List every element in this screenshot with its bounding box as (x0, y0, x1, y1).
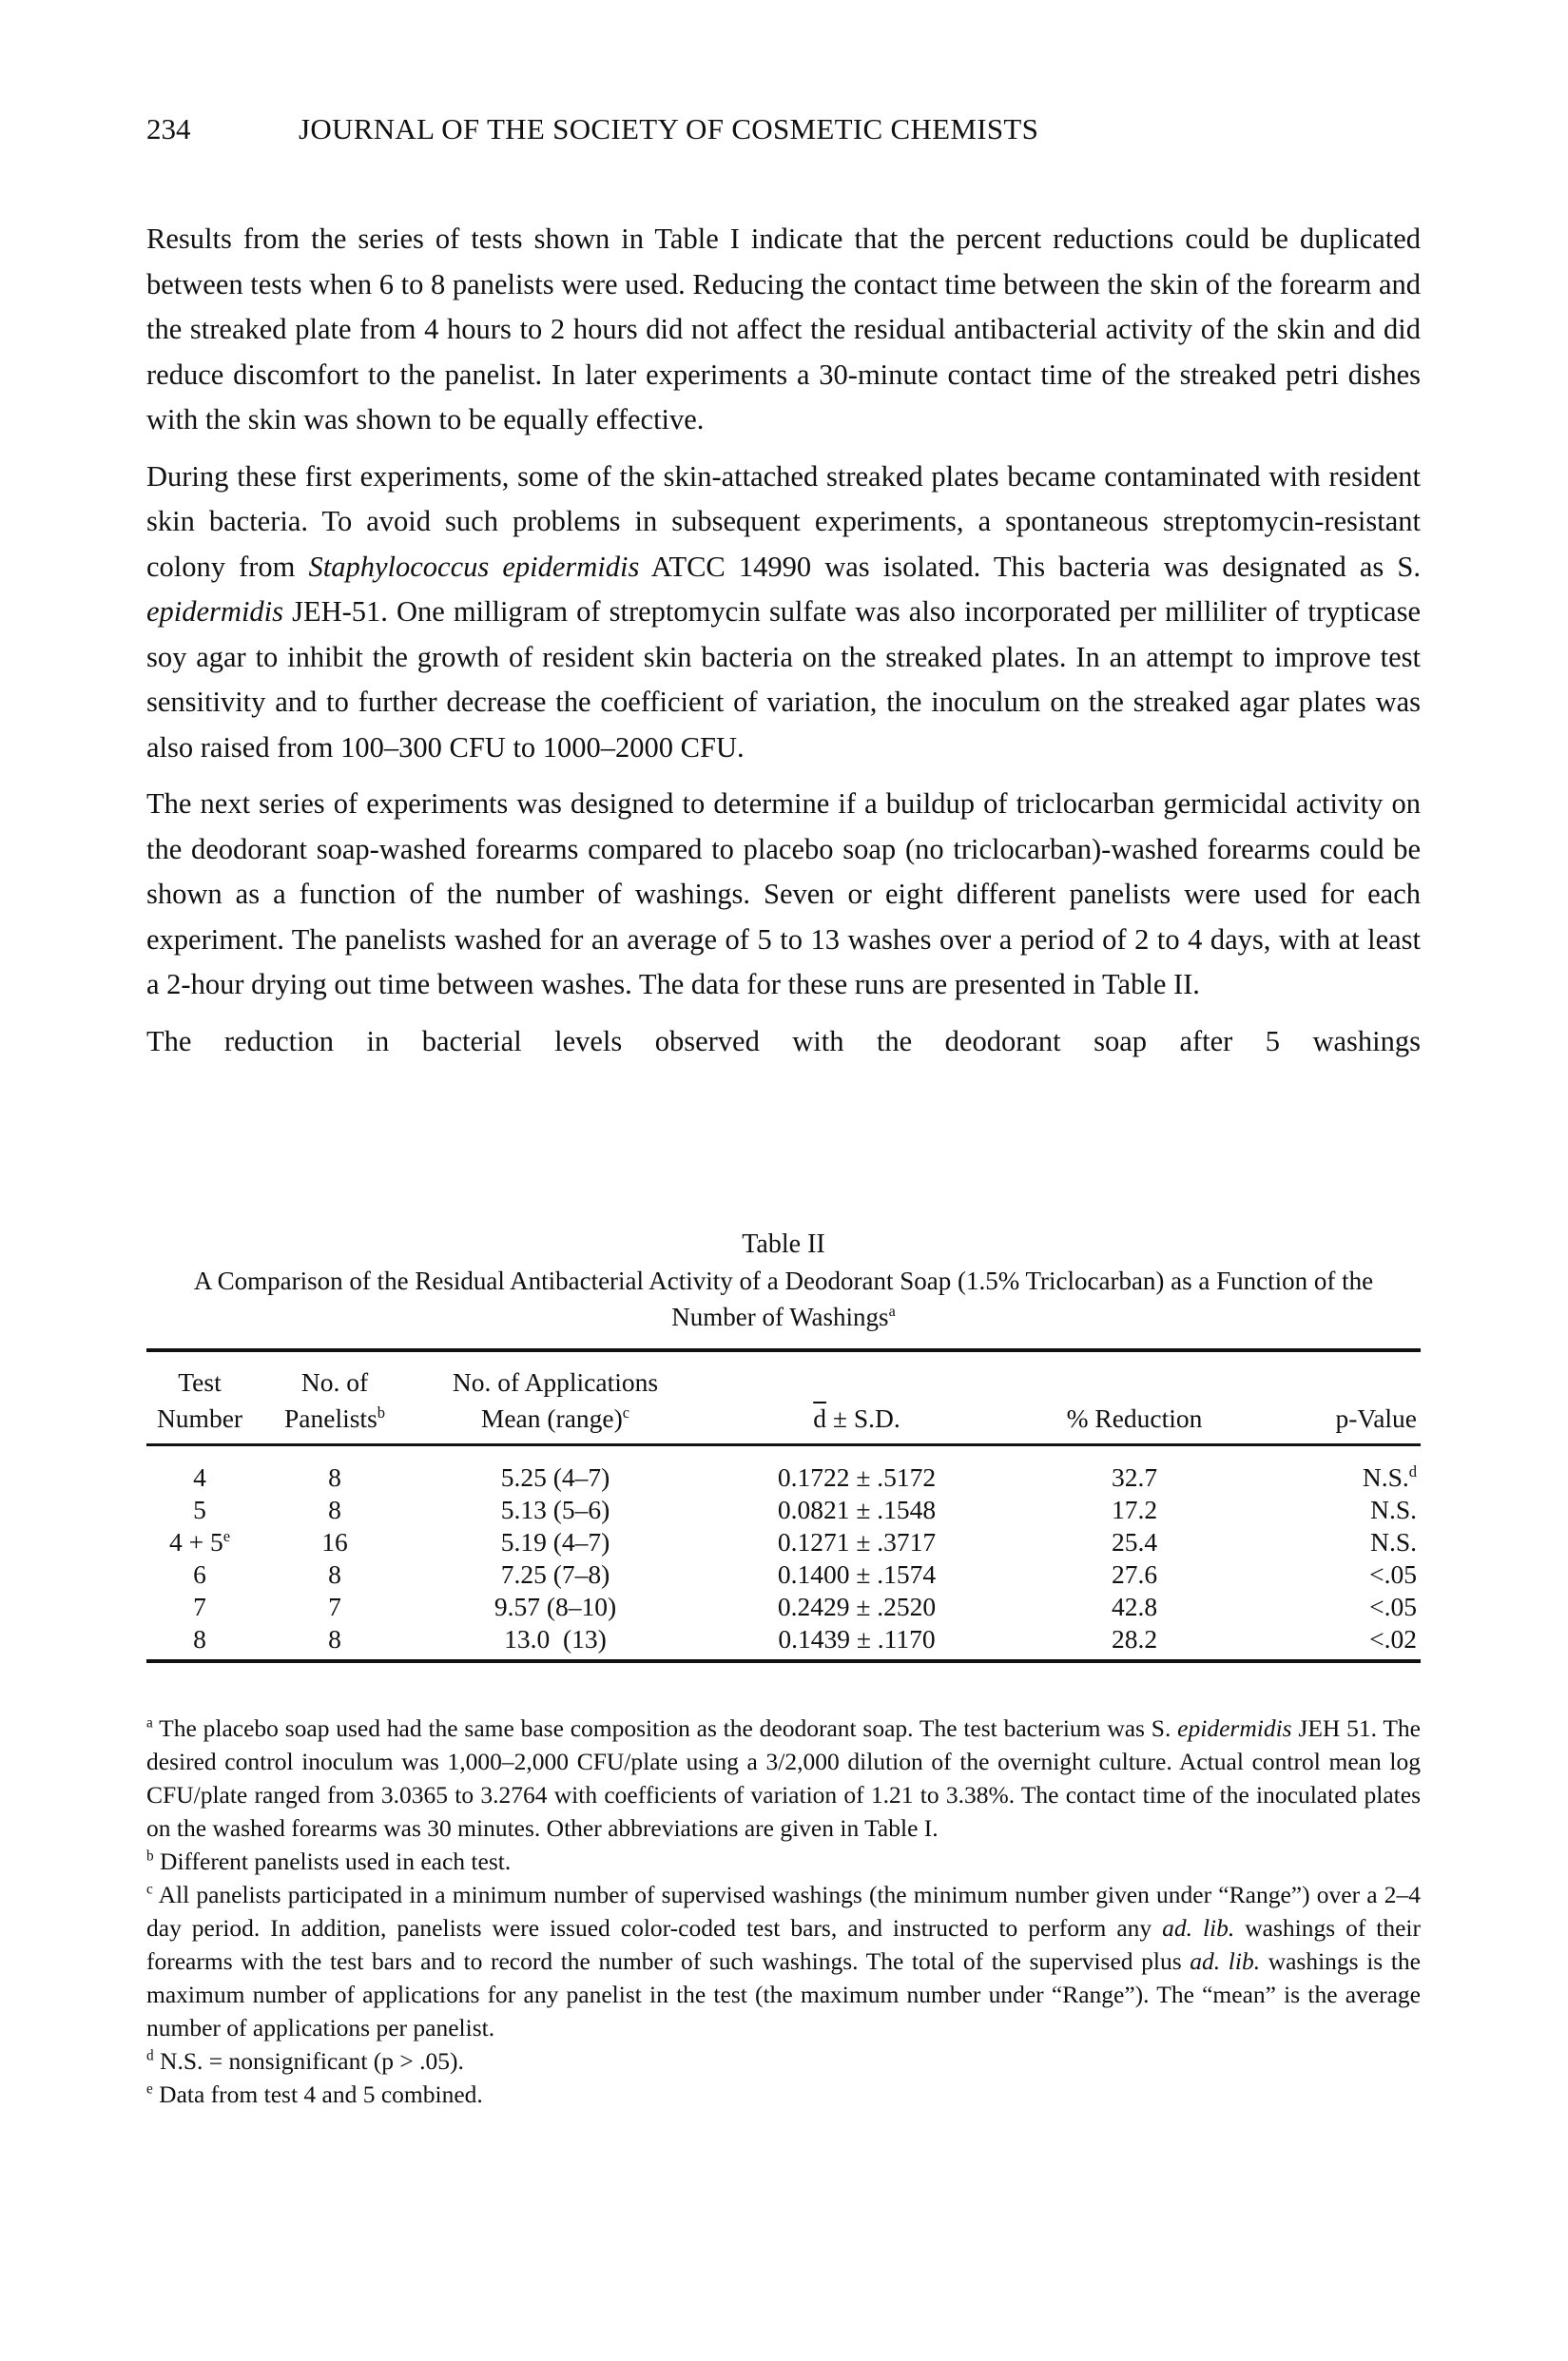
table-row (146, 1623, 1421, 1661)
cell-d-sd: 0.1271 ± .3717 (777, 1527, 937, 1557)
cell-pvalue: <.05 (1369, 1559, 1417, 1589)
col-header-applications: Mean (range)$^c$ (416, 1401, 694, 1445)
cell-applications: 9.57 (8–10) (494, 1592, 617, 1621)
running-head (146, 112, 1421, 146)
cell-panelists: 8 (328, 1559, 341, 1589)
cell-test: 7 (193, 1592, 206, 1621)
cell-applications: 5.13 (5–6) (500, 1495, 610, 1524)
cell-d-sd: 0.0821 ± .1548 (777, 1495, 937, 1524)
cell-panelists: 8 (253, 1623, 416, 1661)
cell-reduction: 28.2 (1019, 1623, 1249, 1661)
cell-pvalue: <.05 (1369, 1592, 1417, 1621)
cell-test: 4 (193, 1462, 206, 1492)
paragraph-2: During these first experiments, some of the skin-attached streaked plates became contaminated with resident skin bacteria. To avoid such problems in subsequent experiments, a spontaneous streptomycin-resistant colony from Staphylococcus epidermidis ATCC 14990 was isolated. This bacteria was designated as S. epidermidis JEH-51. One milligram of streptomycin sulfate was also incorporated per milliliter of trypticase soy agar to inhibit the growth of resident skin bacteria on the streaked plates. In an attempt to improve test sensitivity and to further decrease the coefficient of variation, the inoculum on the streaked agar plates was also raised from 100–300 CFU to 1000–2000 CFU. (146, 459, 1421, 764)
cell-reduction: 32.7 (1111, 1462, 1158, 1492)
cell-reduction: 17.2 (1111, 1495, 1158, 1524)
footnote-marker: d (1408, 1461, 1417, 1480)
cell-applications: 5.19 (4–7) (500, 1527, 610, 1557)
paragraph-1: Results from the series of tests shown in Table I indicate that the percent reductions could be duplicated between tests when 6 to 8 panelists were used. Reducing the contact time between the skin of the forearm and the streaked plate from 4 hours to 2 hours did not affect the residual antibacterial activity of the skin and did reduce discomfort to the panelist. In later experiments a 30-minute contact time of the streaked petri dishes with the skin was shown to be equally effective. (146, 223, 1421, 435)
cell-test: 8 (146, 1623, 253, 1661)
cell-pvalue: <.02 (1249, 1623, 1421, 1661)
footnote-a: $^a$ The placebo soap used had the same base composition as the deodorant soap. The test bacterium was S. epidermidis JEH 51. The desired control inoculum was 1,000–2,000 CFU/plate using a 3/2,000 dilution of the overnight culture. Actual control mean log CFU/plate ranged from 3.0365 to 3.2764 with coefficients of variation of 1.21 to 3.38%. The contact time of the inoculated plates on the washed forearms was 30 minutes. Other abbreviations are given in Table I. (146, 1714, 1421, 1842)
cell-panelists: 7 (328, 1592, 341, 1621)
cell-panelists: 16 (321, 1527, 348, 1557)
col-header-test: Number (146, 1401, 253, 1445)
col-header-pvalue: p-Value (1249, 1401, 1421, 1445)
cell-panelists: 8 (328, 1462, 341, 1492)
table-row (146, 1558, 1421, 1591)
table-row (146, 1445, 1421, 1495)
journal-title: JOURNAL OF THE SOCIETY OF COSMETIC CHEMISTS (299, 112, 1039, 145)
col-header-applications: No. of Applications (416, 1350, 694, 1401)
body-text (146, 217, 1421, 1075)
cell-d-sd: 0.1439 ± .1170 (694, 1623, 1019, 1661)
cell-reduction: 42.8 (1111, 1592, 1158, 1621)
col-header-d-sd: $\overline{d} \pm S.D$. (694, 1401, 1019, 1445)
data-table (146, 1348, 1421, 1663)
paragraph-4: The reduction in bacterial levels observed with the deodorant soap after 5 washings (146, 1024, 1421, 1057)
col-header-reduction: % Reduction (1019, 1401, 1249, 1445)
species-name: Staphylococcus epidermidis (308, 550, 640, 583)
footnote-marker: a (888, 1303, 896, 1320)
cell-test: $4 + 5^e$ (168, 1526, 231, 1557)
cell-reduction: 27.6 (1111, 1559, 1158, 1589)
table-caption: A Comparison of the Residual Antibacterial Activity of a Deodorant Soap (1.5% Triclocarban) as a Function of the Number of Washings$^a$ (193, 1267, 1374, 1331)
paragraph-3: The next series of experiments was designed to determine if a buildup of triclocarban germicidal activity on the deodorant soap-washed forearms compared to placebo soap (no triclocarban)-washed forearms could be shown as a function of the number of washings. Seven or eight different panelists were used for each experiment. The panelists washed for an average of 5 to 13 washes over a period of 2 to 4 days, with at least a 2-hour drying out time between washes. The data for these runs are presented in Table II. (146, 787, 1421, 1000)
col-header-panelists: No. of (253, 1350, 416, 1401)
cell-d-sd: 0.2429 ± .2520 (777, 1592, 937, 1621)
table-row (146, 1494, 1421, 1526)
cell-test: 5 (193, 1495, 206, 1524)
cell-d-sd: 0.1400 ± .1574 (777, 1559, 937, 1589)
footnote-e: $^e$ Data from test 4 and 5 combined. (146, 2080, 483, 2108)
cell-applications: 7.25 (7–8) (500, 1559, 610, 1589)
col-header-panelists: Panelists$^b$ (253, 1401, 416, 1445)
header-row (146, 1401, 1421, 1445)
table-row (146, 1526, 1421, 1558)
cell-applications: 5.25 (4–7) (500, 1462, 610, 1492)
cell-reduction: 25.4 (1111, 1527, 1158, 1557)
table-row (146, 1591, 1421, 1623)
footnote-c: $^c$ All panelists participated in a minimum number of supervised washings (the minimum number given under “Range”) over a 2–4 day period. In addition, panelists were issued color-coded test bars, and instructed to perform any ad. lib. washings of their forearms with the test bars and to record the number of such washings. The total of the supervised plus ad. lib. washings is the maximum number of applications for any panelist in the test (the maximum number under “Range”). The “mean” is the average number of applications per panelist. (146, 1881, 1422, 2042)
table-footnotes (146, 1712, 1421, 2111)
cell-pvalue: N.S. (1370, 1495, 1417, 1524)
footnote-marker: e (223, 1526, 231, 1545)
species-name: epidermidis (146, 595, 284, 628)
footnote-d: $^d$ N.S. = nonsignificant (p > .05). (146, 2047, 464, 2075)
cell-test: 6 (193, 1559, 206, 1589)
cell-d-sd: 0.1722 ± .5172 (777, 1462, 937, 1492)
header-row (146, 1350, 1421, 1401)
footnote-b: $^b$ Different panelists used in each test. (146, 1848, 512, 1875)
table-label: Table II (742, 1229, 825, 1259)
cell-pvalue: N.S.$^d$ (1362, 1461, 1417, 1492)
table-ii (146, 1227, 1421, 1663)
cell-pvalue: N.S. (1370, 1527, 1417, 1557)
page-number: 234 (146, 112, 191, 145)
col-header-test: Test (146, 1350, 253, 1401)
cell-applications: 13.0 (13) (416, 1623, 694, 1661)
cell-panelists: 8 (328, 1495, 341, 1524)
